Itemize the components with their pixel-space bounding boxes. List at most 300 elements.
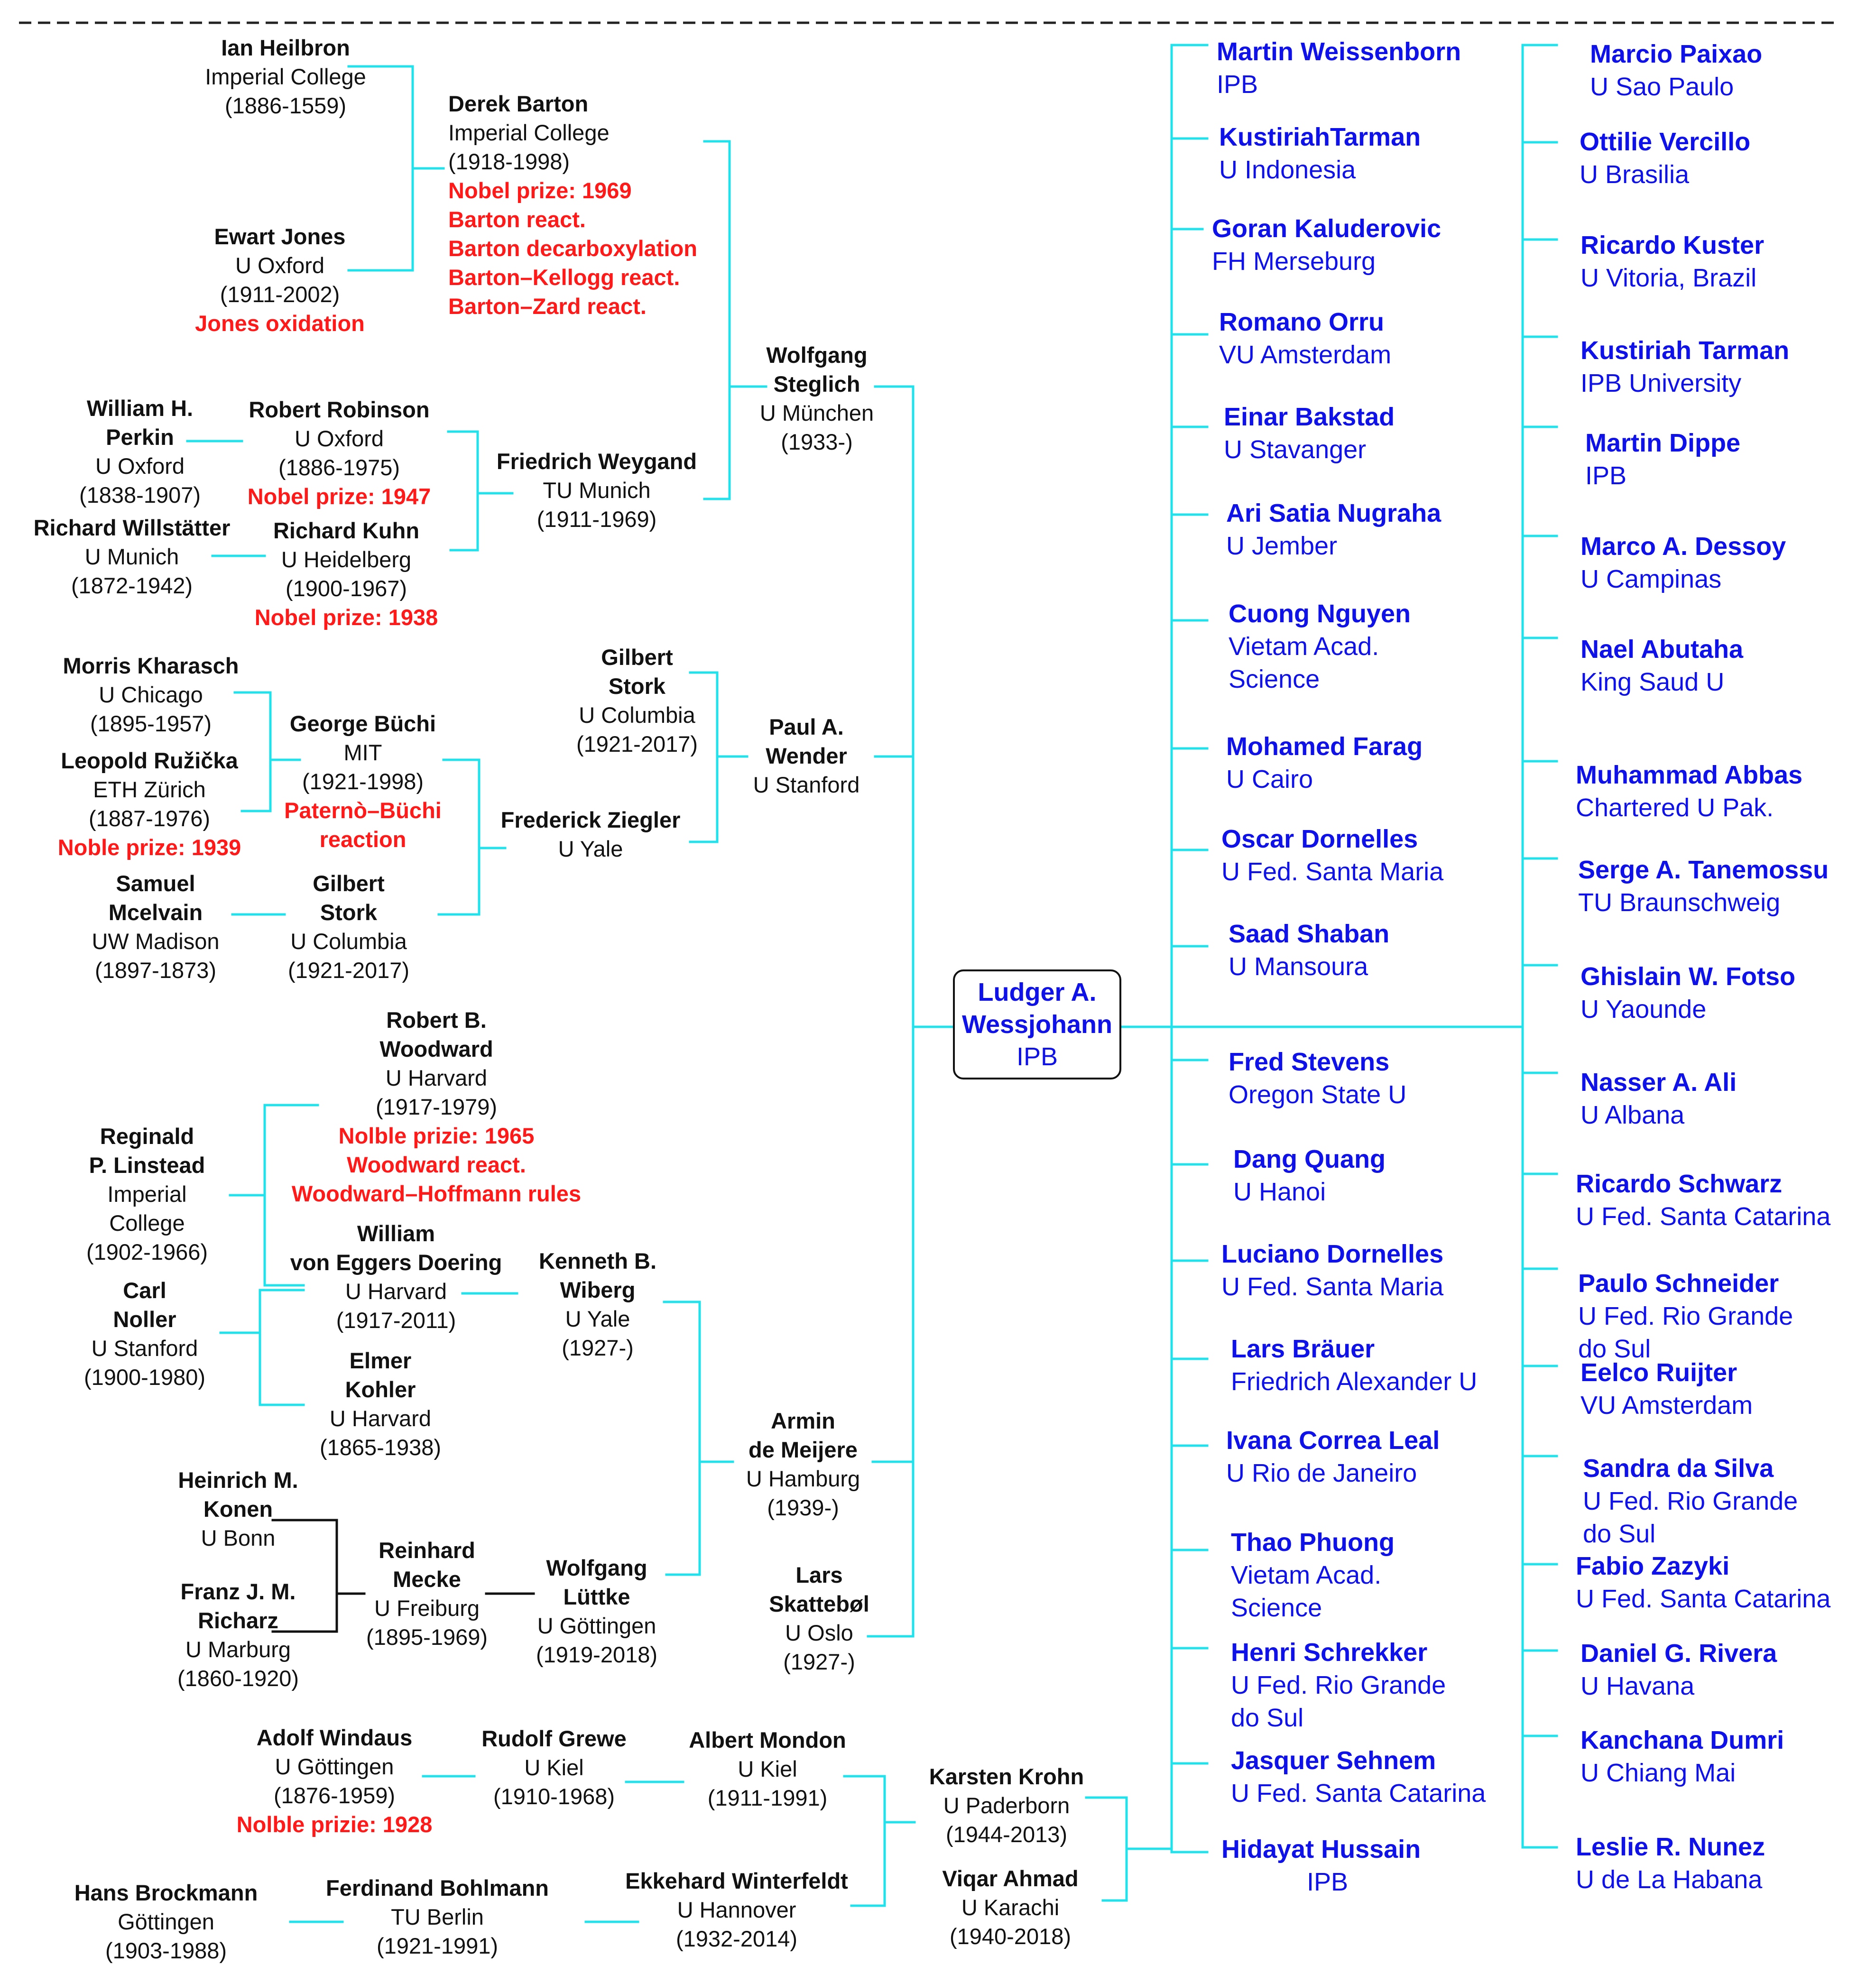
student-affiliation: U Hanoi [1233,1178,1326,1206]
student-s4 [1219,306,1391,371]
ancestor-name: Steglich [773,371,860,397]
ancestor-name: Franz J. M. [180,1579,296,1604]
ancestor-detail: (1900-1967) [285,576,407,601]
ancestor-detail: U Hamburg [746,1466,860,1491]
student-name: Mohamed Farag [1226,732,1423,761]
student-affiliation: do Sul [1231,1704,1304,1732]
student-name: Paulo Schneider [1578,1269,1779,1298]
ancestor-detail: U Bonn [201,1525,276,1550]
ancestor-heilbron [205,33,366,120]
student-r13 [1578,1267,1793,1365]
student-name: Luciano Dornelles [1221,1240,1444,1268]
student-name: Lars Bräuer [1231,1335,1375,1363]
ancestor-meijere [746,1406,860,1522]
ancestor-detail: U Marburg [185,1637,291,1662]
student-affiliation: TU Braunschweig [1578,888,1781,917]
ancestor-krohn [929,1762,1084,1849]
student-r3 [1580,229,1764,295]
student-affiliation: U Fed. Rio Grande [1231,1671,1446,1699]
student-s18 [1231,1744,1486,1810]
student-affiliation: U Yaounde [1580,995,1707,1024]
award-note: Barton react. [448,207,586,232]
ancestor-detail: U Heidelberg [281,547,412,572]
student-name: Martin Weissenborn [1217,37,1461,66]
connector-robinson-weygand [448,432,478,550]
ancestor-detail: (1886-1975) [278,455,400,480]
ancestor-mondon [689,1725,846,1812]
student-affiliation: U Sao Paulo [1590,73,1734,101]
ancestor-detail: (1919-2018) [536,1642,658,1667]
ancestor-detail: U Göttingen [537,1613,656,1638]
student-affiliation: U Rio de Janeiro [1226,1459,1417,1487]
ancestor-detail: U München [759,400,874,425]
ancestor-name: Morris Kharasch [63,653,239,678]
ancestor-name: Lüttke [563,1584,630,1609]
student-affiliation: IPB [1307,1868,1349,1896]
student-name: Muhammad Abbas [1576,761,1803,789]
student-name: Ghislain W. Fotso [1580,962,1796,991]
ancestor-name: Albert Mondon [689,1727,846,1753]
student-affiliation: do Sul [1583,1520,1656,1548]
ancestor-name: Kenneth B. [538,1248,657,1273]
student-r11 [1580,1066,1737,1132]
student-name: Saad Shaban [1229,920,1390,948]
ancestor-name: Samuel [116,871,195,896]
student-affiliation: FH Merseburg [1212,247,1376,276]
center-person-box [953,969,1121,1079]
ancestor-steglich [760,341,874,456]
award-note: Barton decarboxylation [448,236,697,261]
student-affiliation: King Saud U [1580,668,1725,696]
ancestor-detail: (1897-1873) [94,958,217,983]
ancestor-detail: TU Berlin [391,1904,484,1929]
ancestor-detail: (1860-1920) [177,1666,299,1691]
student-s9 [1221,823,1443,888]
ancestor-name: Robert B. [386,1007,487,1033]
ancestor-detail: Göttingen [118,1909,214,1934]
ancestor-name: Hans Brockmann [74,1880,258,1905]
ancestor-wender [753,712,860,799]
student-name: Kustiriah Tarman [1580,336,1790,365]
ancestor-ahmad [942,1864,1078,1951]
student-name: Sandra da Silva [1583,1454,1774,1483]
student-affiliation: Vietam Acad. [1231,1561,1382,1589]
ancestor-detail: (1921-1998) [302,769,424,794]
ancestor-mcelvain [92,869,219,985]
ancestor-name: de Meijere [749,1437,858,1462]
student-name: Cuong Nguyen [1229,600,1411,628]
ancestor-detail: U Yale [565,1306,630,1331]
award-note: Woodward react. [347,1152,526,1177]
student-name: Eelco Ruijter [1580,1358,1737,1387]
ancestor-woodward [292,1005,581,1208]
connector-wiberg-meijere [664,1302,700,1575]
ancestor-detail: Imperial [107,1181,187,1207]
student-s13 [1221,1238,1443,1303]
ancestor-detail: U Harvard [385,1065,488,1090]
ancestor-mecke [366,1536,488,1651]
ancestor-name: Leopold Ružička [61,748,238,773]
student-affiliation: U Fed. Rio Grande [1578,1302,1793,1330]
ancestor-name: Heinrich M. [178,1467,298,1493]
student-name: Martin Dippe [1585,429,1741,457]
award-note: Barton–Zard react. [448,294,647,319]
ancestor-bohlmann [326,1873,549,1960]
student-r17 [1580,1637,1777,1703]
ancestor-detail: (1838-1907) [79,482,201,507]
ancestor-detail: (1911-2002) [220,282,340,307]
student-r7 [1580,633,1743,699]
student-r12 [1576,1168,1830,1233]
ancestor-name: Ferdinand Bohlmann [326,1875,549,1900]
ancestor-detail: (1918-1998) [448,149,570,174]
ancestor-detail: MIT [343,740,382,765]
ancestor-jones [195,222,365,338]
ancestor-name: Richarz [198,1608,278,1633]
ancestor-detail: (1895-1957) [90,711,212,736]
ancestor-name: Armin [771,1408,835,1433]
ancestor-detail: U Karachi [961,1895,1060,1920]
award-note: Nobel prize: 1947 [247,484,431,509]
student-r10 [1580,960,1795,1026]
student-name: Oscar Dornelles [1221,825,1418,853]
award-note: Barton–Kellogg react. [448,265,680,290]
ancestor-detail: (1921-2017) [576,731,698,756]
ancestor-detail: (1903-1988) [105,1938,227,1963]
ancestor-skattebol [769,1560,869,1676]
center-affiliation: IPB [1016,1042,1058,1071]
ancestor-name: Wender [766,743,847,768]
student-affiliation: IPB [1585,461,1627,490]
student-name: Henri Schrekker [1231,1638,1428,1667]
ancestor-name: Carl [123,1278,166,1303]
ancestor-detail: (1887-1976) [88,806,211,831]
ancestor-detail: (1865-1938) [319,1435,442,1460]
ancestor-name: Ian Heilbron [221,35,350,60]
student-s3 [1212,212,1441,278]
ancestor-name: Reginald [100,1124,194,1149]
student-affiliation: VU Amsterdam [1219,341,1392,369]
student-name: Nael Abutaha [1580,635,1744,664]
student-name: Hidayat Hussain [1221,1835,1421,1863]
student-s12 [1233,1143,1386,1208]
ancestor-detail: U Paderborn [943,1793,1070,1818]
ancestor-detail: (1921-1991) [376,1933,499,1958]
student-r8 [1576,759,1802,824]
ancestor-kohler [320,1346,441,1462]
ancestor-stork2 [288,869,409,985]
award-note: Jones oxidation [195,311,365,336]
student-affiliation: Vietam Acad. [1229,632,1379,661]
student-s1 [1217,36,1461,101]
student-affiliation: U Chiang Mai [1580,1759,1736,1787]
student-name: Romano Orru [1219,308,1385,336]
student-name: Kanchana Dumri [1580,1726,1784,1754]
ancestor-detail: U Munich [84,544,179,569]
student-r9 [1578,854,1829,919]
student-name: Serge A. Tanemossu [1578,856,1829,884]
ancestor-detail: U Stanford [91,1336,198,1361]
ancestor-detail: (1910-1968) [493,1784,615,1809]
ancestor-detail: U Columbia [290,929,407,954]
student-affiliation: U Fed. Santa Catarina [1231,1779,1486,1808]
ancestor-wiberg [539,1246,656,1362]
ancestor-detail: U Oxford [95,453,185,479]
ancestor-name: Noller [113,1307,176,1332]
ancestor-detail: (1902-1966) [86,1239,208,1264]
ancestor-winterfeldt [625,1866,848,1953]
ancestor-detail: (1932-2014) [675,1926,798,1951]
ancestor-linstead [86,1122,208,1266]
award-note: Nolble prizie: 1928 [236,1812,433,1837]
student-r15 [1583,1452,1798,1550]
ancestor-detail: (1895-1969) [366,1624,488,1650]
student-s19 [1221,1833,1421,1899]
student-s15 [1226,1424,1440,1490]
ancestor-kuhn [255,516,438,632]
ancestor-name: Gilbert [313,871,385,896]
ancestor-detail: (1933-) [781,429,853,454]
ancestor-detail: (1944-2013) [945,1822,1068,1847]
ancestor-detail: TU Munich [543,478,651,503]
ancestor-name: Wiberg [560,1277,636,1302]
ancestor-name: William [357,1221,435,1246]
student-s17 [1231,1636,1446,1734]
ancestor-detail: (1921-2017) [287,958,410,983]
award-note: Nobel prize: 1969 [448,178,632,203]
ancestor-luttke [536,1553,657,1669]
ancestor-detail: (1927-) [783,1649,855,1674]
student-affiliation: U Albana [1580,1101,1685,1129]
student-s8 [1226,730,1423,796]
student-name: Goran Kaluderovic [1212,214,1442,243]
student-r6 [1580,530,1786,596]
ancestor-detail: U Harvard [329,1406,432,1431]
ancestor-detail: U Göttingen [275,1754,394,1779]
connector-steglich-root [868,387,913,1636]
connector-mondon-winterfeldt [844,1776,885,1906]
ancestor-detail: (1940-2018) [949,1924,1072,1949]
ancestor-name: Adolf Windaus [256,1725,413,1750]
ancestor-name: Stork [608,673,666,699]
ancestor-name: Reinhard [379,1538,475,1563]
student-name: Thao Phuong [1231,1528,1395,1557]
student-affiliation: U Fed. Rio Grande [1583,1487,1798,1515]
ancestor-detail: U Kiel [524,1755,584,1780]
ancestor-kharasch [63,651,239,738]
ancestor-barton [448,89,697,321]
ancestor-name: von Eggers Doering [290,1250,502,1275]
student-name: Ivana Correa Leal [1226,1426,1440,1455]
student-affiliation: U Fed. Santa Catarina [1576,1585,1831,1613]
ancestor-weygand [497,447,697,534]
ancestor-buchi [284,709,442,854]
ancestor-name: Mcelvain [108,900,203,925]
ancestor-name: Elmer [349,1348,412,1373]
ancestor-name: Viqar Ahmad [942,1866,1079,1891]
ancestor-richarz [177,1577,299,1693]
ancestor-robinson [248,395,431,511]
student-affiliation: Friedrich Alexander U [1231,1367,1478,1396]
ancestor-name: Richard Kuhn [273,518,420,543]
ancestor-name: Derek Barton [448,91,589,116]
ancestor-detail: Imperial College [448,120,610,145]
student-affiliation: IPB [1217,70,1258,99]
student-r19 [1576,1831,1765,1896]
connector-buchi-ziegler [439,760,479,914]
student-affiliation: Science [1231,1594,1322,1622]
student-s14 [1231,1333,1477,1398]
award-note: Woodward–Hoffmann rules [291,1181,582,1206]
student-name: Einar Bakstad [1224,403,1395,431]
ancestor-detail: (1939-) [767,1495,839,1520]
ancestor-ziegler [501,805,681,863]
student-affiliation: U Mansoura [1229,952,1368,981]
student-s16 [1231,1526,1395,1624]
ancestor-name: Kohler [345,1377,416,1402]
ancestor-name: Lars [795,1562,843,1587]
ancestor-name: Konen [203,1496,273,1522]
student-name: Marco A. Dessoy [1580,532,1786,561]
student-r4 [1580,334,1789,400]
ancestor-name: Rudolf Grewe [481,1726,627,1751]
student-r2 [1580,126,1750,191]
ancestor-name: Wolfgang [546,1555,647,1580]
ancestor-detail: U Oslo [785,1620,853,1645]
student-affiliation: U Stavanger [1224,435,1367,464]
ancestor-ruzicka [58,746,241,862]
student-affiliation: U Indonesia [1219,156,1356,184]
student-r14 [1580,1356,1753,1422]
ancestor-detail: (1886-1559) [224,93,347,118]
ancestor-willstatter [34,513,231,600]
ancestor-name: Frederick Ziegler [500,807,681,832]
ancestor-detail: U Chicago [99,682,203,707]
ancestor-name: William H. [86,396,194,421]
student-name: Ottilie Vercillo [1580,128,1751,156]
student-affiliation: IPB University [1580,369,1742,397]
student-r5 [1585,427,1740,492]
student-r16 [1576,1550,1830,1615]
ancestor-name: George Büchi [289,711,436,736]
ancestor-detail: U Oxford [294,426,384,451]
ancestor-name: Richard Willstätter [33,515,231,540]
ancestor-detail: ETH Zürich [93,777,206,802]
ancestor-stork1 [576,643,698,758]
ancestor-detail: U Stanford [753,772,860,797]
student-affiliation: do Sul [1578,1335,1651,1363]
student-s5 [1224,401,1395,466]
student-s2 [1219,121,1421,186]
student-s11 [1229,1046,1406,1111]
ancestor-konen [178,1466,298,1552]
ancestor-name: Karsten Krohn [929,1764,1084,1789]
award-note: Paternò–Büchi [284,798,442,823]
student-r1 [1590,38,1762,103]
ancestor-detail: U Yale [558,836,623,861]
student-s6 [1226,497,1441,563]
award-note: reaction [319,827,407,852]
ancestor-name: P. Linstead [89,1153,205,1178]
student-name: Ari Satia Nugraha [1226,499,1442,527]
student-affiliation: VU Amsterdam [1580,1391,1753,1420]
ancestor-detail: UW Madison [92,929,220,954]
ancestor-detail: College [109,1210,185,1236]
award-note: Nobel prize: 1938 [254,605,438,630]
connector-krohn-ahmad [1086,1798,1127,1900]
student-affiliation: Science [1229,665,1320,693]
ancestor-detail: (1917-2011) [336,1308,456,1333]
student-affiliation: U Brasilia [1580,160,1690,189]
student-affiliation: U Havana [1580,1672,1695,1700]
student-name: Ricardo Kuster [1580,231,1765,259]
ancestor-brockmann [74,1878,258,1965]
student-name: Fabio Zazyki [1576,1552,1730,1580]
ancestor-grewe [481,1724,627,1811]
student-name: KustiriahTarman [1219,123,1421,151]
ancestor-detail: U Oxford [235,253,325,278]
ancestor-detail: (1917-1979) [375,1094,498,1119]
award-note: Nolble prizie: 1965 [338,1123,535,1148]
student-s10 [1229,918,1389,983]
student-s7 [1229,598,1411,696]
ancestor-perkin [79,394,201,509]
ancestor-doering [290,1219,502,1335]
student-affiliation: U Cairo [1226,765,1313,793]
student-name: Marcio Paixao [1590,40,1763,68]
ancestor-detail: (1872-1942) [71,573,193,598]
student-affiliation: U Fed. Santa Maria [1221,858,1444,886]
student-name: Nasser A. Ali [1580,1068,1737,1097]
ancestor-name: Wolfgang [766,342,868,368]
ancestor-name: Robert Robinson [249,397,430,422]
ancestor-detail: U Kiel [738,1756,797,1781]
ancestor-detail: (1927-) [562,1335,634,1360]
ancestor-detail: Imperial College [205,64,366,89]
ancestor-name: Gilbert [601,645,673,670]
ancestor-name: Perkin [106,424,174,450]
ancestor-windaus [237,1723,433,1839]
ancestor-name: Ewart Jones [214,224,346,249]
ancestor-noller [84,1276,205,1392]
ancestor-name: Friedrich Weygand [496,449,697,474]
award-note: Noble prize: 1939 [57,835,241,860]
ancestor-name: Ekkehard Winterfeldt [625,1868,848,1893]
ancestor-detail: (1876-1959) [273,1783,396,1808]
student-affiliation: U Fed. Santa Catarina [1576,1202,1831,1231]
student-affiliation: Oregon State U [1229,1080,1407,1109]
ancestor-detail: (1911-1991) [707,1785,828,1810]
student-affiliation: U Jember [1226,532,1338,560]
ancestor-detail: U Hannover [677,1897,796,1922]
student-r18 [1580,1724,1784,1790]
student-name: Dang Quang [1233,1145,1386,1173]
student-affiliation: U Fed. Santa Maria [1221,1273,1444,1301]
student-name: Fred Stevens [1229,1048,1390,1076]
center-name-line1: Ludger A. [978,978,1097,1006]
ancestor-name: Mecke [393,1567,461,1592]
ancestor-detail: U Columbia [579,702,695,728]
student-name: Jasquer Sehnem [1231,1746,1436,1775]
ancestor-detail: U Harvard [345,1279,447,1304]
ancestor-name: Paul A. [769,714,844,739]
center-name-line2: Wessjohann [961,1010,1113,1039]
ancestor-name: Stork [320,900,378,925]
student-affiliation: U de La Habana [1576,1865,1763,1894]
student-name: Daniel G. Rivera [1580,1639,1777,1668]
connector-barton-steglich [704,141,730,499]
ancestor-name: Woodward [379,1036,493,1061]
